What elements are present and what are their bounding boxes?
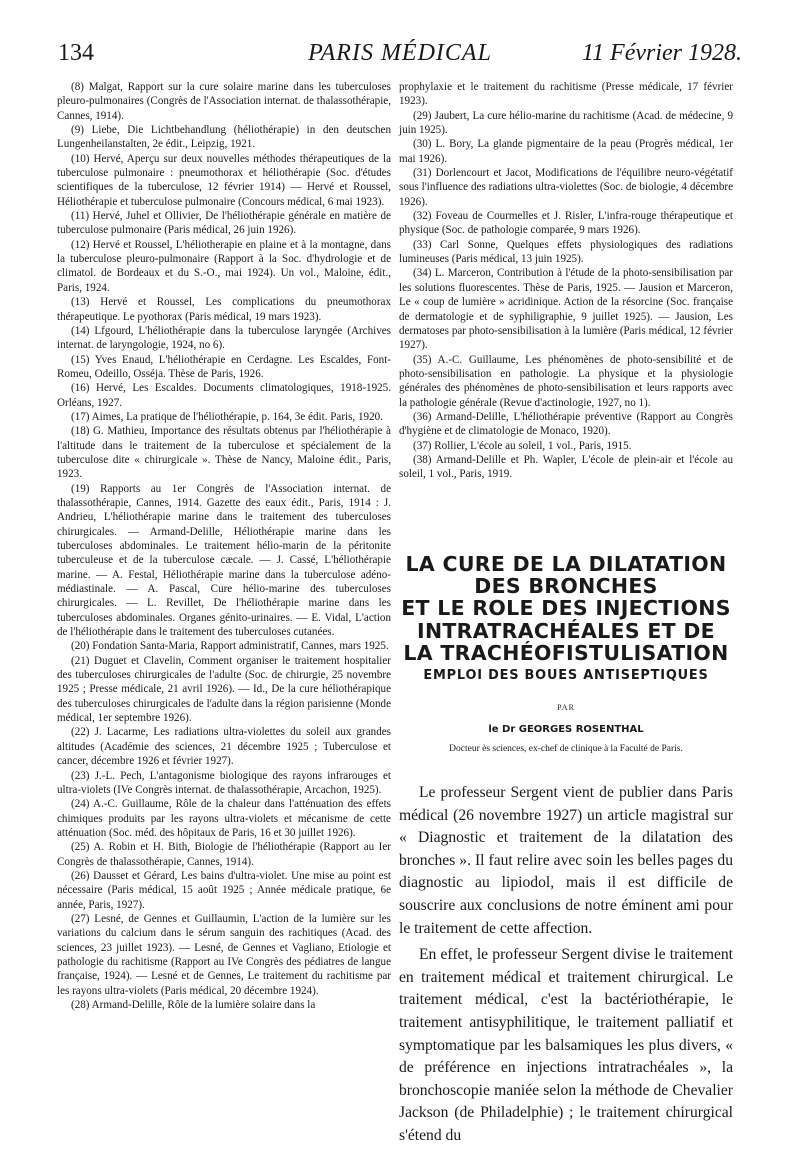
reference-item: (18) G. Mathieu, Importance des résultats obtenus par l'héliothérapie à l'altitude dans le traitement de la tuberculose et spécialement de la tuberculose dite « chirurgicale ». Thèse de Nancy, Maloine édit., Paris, 1923.	[57, 425, 391, 481]
article-title-line: LA TRACHÉOFISTULISATION	[403, 641, 729, 666]
reference-item: (12) Hervé et Roussel, L'héliotherapie en plaine et à la montagne, dans la tuberculose pleuro-pulmonaire (Rapport à la Soc. d'hydrologie et de climatol. de Bordeaux et du S.-O., mai 1924). Un vol., Maloine, édit., Paris, 1924.	[57, 238, 391, 294]
article-title	[399, 553, 733, 665]
reference-item: (28) Armand-Delille, Rôle de la lumière solaire dans la	[71, 999, 316, 1011]
reference-item: (20) Fondation Santa-Maria, Rapport administratif, Cannes, mars 1925.	[71, 640, 389, 653]
reference-item: (15) Yves Enaud, L'héliothérapie en Cerdagne. Les Escaldes, Font-Romeu, Odeillo, Osséja. Thèse de Paris, 1926.	[57, 353, 391, 380]
byline-par: PAR	[557, 703, 575, 712]
running-header	[58, 40, 742, 72]
body-paragraph: Le professeur Sergent vient de publier dans Paris médical (26 novembre 1927) un article magistral sur « Diagnostic et traitement de la dilatation des bronches ». Il faut relire avec soin les belles pages du diagnostic au lipiodol, mais il est difficile de souscrire aux conclusions de notre éminent ami pour le traitement de cette affection.	[399, 784, 733, 937]
article-title-line: ET LE ROLE DES INJECTIONS	[401, 596, 731, 621]
reference-item: (24) A.-C. Guillaume, Rôle de la chaleur dans l'atténuation des effets chimiques produits par les rayons ultra-violets et mécanisme de cette atténuation (Soc. méd. des hôpitaux de Paris, 16 et 30 juillet 1926).	[57, 798, 391, 839]
reference-item: (21) Duguet et Clavelin, Comment organiser le traitement hospitalier des tuberculoses chirurgicales de l'adulte (Soc. de chirurgie, 25 novembre 1925 ; Presse médicale, 21 avril 1926). — Id., De la cure héliothérapique des tuberculoses chirurgicales de l'adulte dans la région parisienne (Monde médical, 1er septembre 1926).	[57, 654, 391, 725]
reference-item: (11) Hervé, Juhel et Ollivier, De l'héliothérapie générale en matière de tuberculose pulmonaire (Paris médical, 26 juin 1926).	[57, 210, 391, 237]
reference-item: (17) Aimes, La pratique de l'héliothérapie, p. 164, 3e édit. Paris, 1920.	[71, 410, 383, 423]
reference-item: (23) J.-L. Pech, L'antagonisme biologique des rayons infrarouges et ultra-violets (IVe Congrès internat. de thalassothérapie, Arcachon, 1925).	[57, 769, 391, 796]
right-column-references	[399, 80, 733, 482]
reference-item: (26) Dausset et Gérard, Les bains d'ultra-violet. Une mise au point est nécessaire (Paris médical, 15 août 1925 ; Année médicale pratique, 6e année, Paris, 1927).	[57, 869, 391, 911]
article-subtitle: EMPLOI DES BOUES ANTISEPTIQUES	[423, 667, 709, 683]
reference-item: (22) J. Lacarme, Les radiations ultra-violettes du soleil aux grandes altitudes (Académie des sciences, 21 décembre 1925 ; Tuberculose et cancer, décembre 1926 et février 1927).	[57, 726, 391, 768]
reference-item: (13) Hervé et Roussel, Les complications du pneumothorax thérapeutique. Le pyothorax (Paris médical, 19 mars 1923).	[57, 296, 391, 323]
reference-item: (14) Lfgourd, L'héliothérapie dans la tuberculose laryngée (Archives internat. de laryngologie, 1924, no 6).	[57, 324, 391, 352]
reference-item: (27) Lesné, de Gennes et Guillaumin, L'action de la lumière sur les variations du calcium dans le sérum sanguin des rachitiques (Acad. des sciences, 23 juillet 1923). — Lesné, de Gennes et Vagliano, Etiologie et pathologie du rachitisme (Rapport au IVe Congrès des pédiatres de langue française, 1924). — Lesné et de Gennes, Le traitement du rachitisme par les rayons ultra-violets (Paris médical, 20 décembre 1924).	[57, 912, 391, 997]
article-author: le Dr GEORGES ROSENTHAL	[488, 724, 644, 736]
reference-item: (9) Liebe, Die Lichtbehandlung (héliothérapie) in den deutschen Lungenheilanstalten, 2e édit., Leipzig, 1921.	[57, 124, 391, 151]
reference-item: (34) L. Marceron, Contribution à l'étude de la photo-sensibilisation par les solutions fluorescentes. Thèse de Paris, 1925. — Jausion et Marceron, Le « coup de lumière » acridinique. Action de la résorcine (Soc. française de dermatologie et de syphiligraphie, 9 juillet 1925). — Jausion, Les dermatoses par photo-sensibilisation à la lumière (Paris médical, 12 février 1927).	[399, 267, 733, 352]
left-column-references	[57, 80, 391, 1012]
body-paragraph: En effet, le professeur Sergent divise le traitement en traitement médical et traitement chirurgical. Le traitement médical, c'est la bactériothérapie, le traitement antisyphilitique, le traitement palliatif et symptomatique par les balsamiques les plus divers, « de préférence en injections intratrachéales », la bronchoscopie maniée selon la méthode de Chevalier Jackson (de Philadelphie) ; le traitement chirurgical s'étend du	[399, 946, 733, 1144]
reference-item: (10) Hervé, Aperçu sur deux nouvelles méthodes thérapeutiques de la tuberculose pulmonaire : pneumothorax et héliothérapie (Soc. d'études scientifiques de la tuberculose, 12 février 1914) — Hervé et Roussel, Héliothérapie et tuberculose pulmonaire (Concours médical, 6 mai 1923).	[57, 152, 391, 208]
article-body	[399, 782, 733, 1148]
reference-item: (37) Rollier, L'école au soleil, 1 vol., Paris, 1915.	[413, 439, 632, 452]
article-title-line: DES BRONCHES	[474, 574, 658, 599]
reference-item: (36) Armand-Delille, L'héliothérapie préventive (Rapport au Congrès d'hygiène et de climatologie de Monaco, 1920).	[399, 410, 733, 438]
reference-item: (35) A.-C. Guillaume, Les phénomènes de photo-sensibilité et de photo-sensibilisation en pathologie. La physique et la physiologie générales des phénomènes de photo-sensibilisation et leurs rapports avec la pathologie générale (Revue d'actinologie, 1927, no 1).	[399, 353, 733, 409]
reference-item: (8) Malgat, Rapport sur la cure solaire marine dans les tuberculoses pleuro-pulmonaires (Congrès de l'Association internat. de thalassothérapie, Cannes, 1914).	[57, 81, 391, 122]
reference-item: (33) Carl Sonne, Quelques effets physiologiques des radiations lumineuses (Paris médical, 13 juin 1925).	[399, 238, 733, 266]
reference-item: (16) Hervé, Les Escaldes. Documents climatologiques, 1918-1925. Orléans, 1927.	[57, 382, 391, 409]
journal-title: PARIS MÉDICAL	[308, 40, 492, 66]
reference-item: (19) Rapports au 1er Congrès de l'Association internat. de thalassothérapie, Cannes, 1914. Gazette des eaux édit., Paris, 1914 : J. Andrieu, L'héliothérapie marine dans le traitement des tuberculoses chirurgicales. — Armand-Delille, Héliothérapie marine dans les tuberculoses abdominales. Le traitement hélio-marin de la péritonite tuberculeuse et de la tuberculose cæcale. — J. Cassé, L'héliothérapie marine. — A. Festal, Héliothérapie marine dans la tuberculose adéno-médiastinale. — A. Pascal, Cure hélio-marine des tuberculoses chirurgicales. — L. Revillet, De l'héliothérapie marine dans les tuberculoses abdominales. Organes génito-urinaires. — E. Vidal, L'action de l'héliothérapie dans le traitement des tuberculoses cutanées.	[57, 482, 391, 639]
page-number: 134	[58, 40, 94, 66]
reference-item: (32) Foveau de Courmelles et J. Risler, L'infra-rouge thérapeutique et physique (Soc. de pathologie comparée, 9 mars 1926).	[399, 210, 733, 237]
reference-item: (31) Dorlencourt et Jacot, Modifications de l'équilibre neuro-végétatif sous l'influence des radiations ultra-violettes (Soc. de biologie, 4 décembre 1926).	[399, 167, 733, 208]
reference-item: (25) A. Robin et H. Bith, Biologie de l'héliothérapie (Rapport au Ier Congrès de thalassothérapie, Cannes, 1914).	[57, 841, 391, 868]
reference-continuation: prophylaxie et le traitement du rachitisme (Presse médicale, 17 février 1923).	[399, 81, 733, 108]
right-column	[399, 80, 733, 1152]
article-title-line: LA CURE DE LA DILATATION	[405, 551, 727, 576]
issue-date: 11 Février 1928.	[581, 40, 742, 66]
reference-item: (30) L. Bory, La glande pigmentaire de la peau (Progrès médical, 1er mai 1926).	[399, 138, 733, 165]
reference-item: (38) Armand-Delille et Ph. Wapler, L'école de plein-air et l'école au soleil, 1 vol., Paris, 1919.	[399, 453, 733, 481]
author-affiliation: Docteur ès sciences, ex-chef de clinique à la Faculté de Paris.	[449, 743, 683, 754]
article-title-line: INTRATRACHÉALES ET DE	[417, 618, 715, 643]
reference-item: (29) Jaubert, La cure hélio-marine du rachitisme (Acad. de médecine, 9 juin 1925).	[399, 109, 733, 137]
